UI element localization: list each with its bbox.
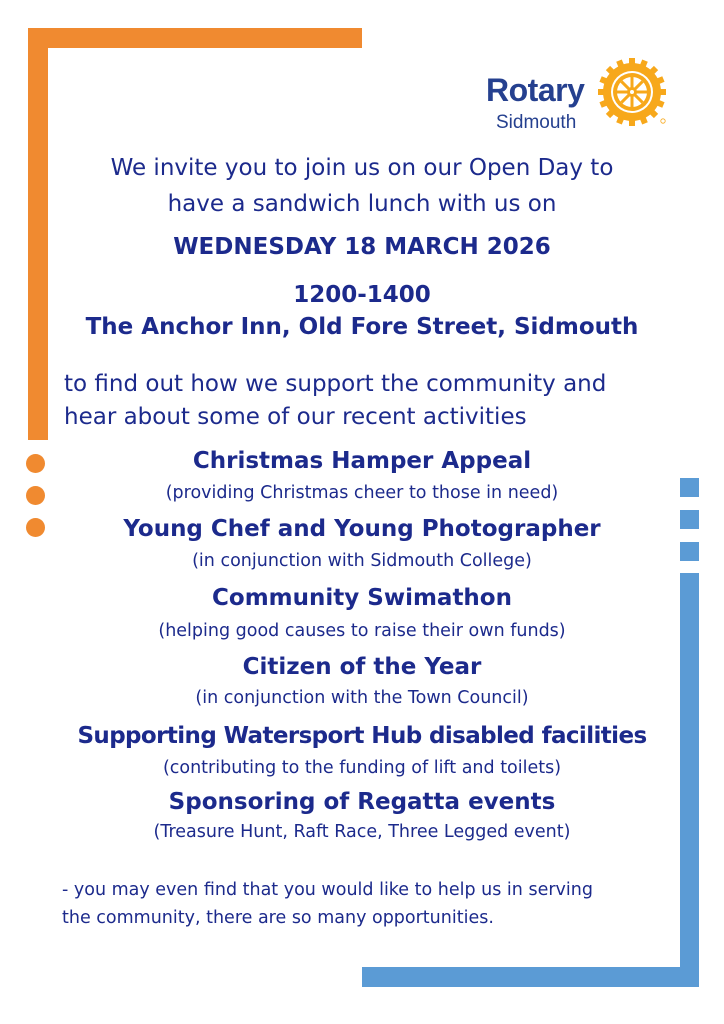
activity-title: Supporting Watersport Hub disabled facilities [77, 723, 647, 749]
activity-title: Community Swimathon [212, 585, 512, 611]
invite-line-2: have a sandwich lunch with us on [167, 191, 557, 217]
event-venue: The Anchor Inn, Old Fore Street, Sidmouth [85, 314, 639, 340]
activity-desc: (contributing to the funding of lift and toilets) [162, 758, 562, 778]
closing-line-1: - you may even find that you would like to help us in serving [62, 880, 593, 900]
event-date: WEDNESDAY 18 MARCH 2026 [173, 234, 551, 260]
logo-wordmark: Rotary [486, 72, 585, 108]
rotary-logo [486, 58, 666, 138]
activity-desc: (in conjunction with Sidmouth College) [192, 551, 532, 571]
activity-desc: (helping good causes to raise their own funds) [158, 621, 566, 641]
activity-desc: (in conjunction with the Town Council) [195, 688, 529, 708]
logo-club-name: Sidmouth [496, 112, 577, 133]
activity-title: Christmas Hamper Appeal [192, 448, 532, 474]
rotary-wheel-icon [598, 58, 666, 126]
invite-line-1: We invite you to join us on our Open Day to [110, 155, 614, 181]
activity-desc: (Treasure Hunt, Raft Race, Three Legged event) [153, 822, 571, 842]
activity-title: Sponsoring of Regatta events [168, 789, 556, 815]
activity-desc: (providing Christmas cheer to those in need) [165, 483, 559, 503]
activity-title: Citizen of the Year [242, 654, 482, 680]
event-time: 1200-1400 [293, 282, 431, 308]
orange-frame-top [28, 28, 362, 48]
activity-title: Young Chef and Young Photographer [123, 516, 601, 542]
purpose-line-2: hear about some of our recent activities [64, 404, 527, 430]
blue-frame-bottom [362, 967, 699, 987]
purpose-line-1: to find out how we support the community and [64, 371, 607, 397]
closing-line-2: the community, there are so many opportunities. [62, 908, 494, 928]
